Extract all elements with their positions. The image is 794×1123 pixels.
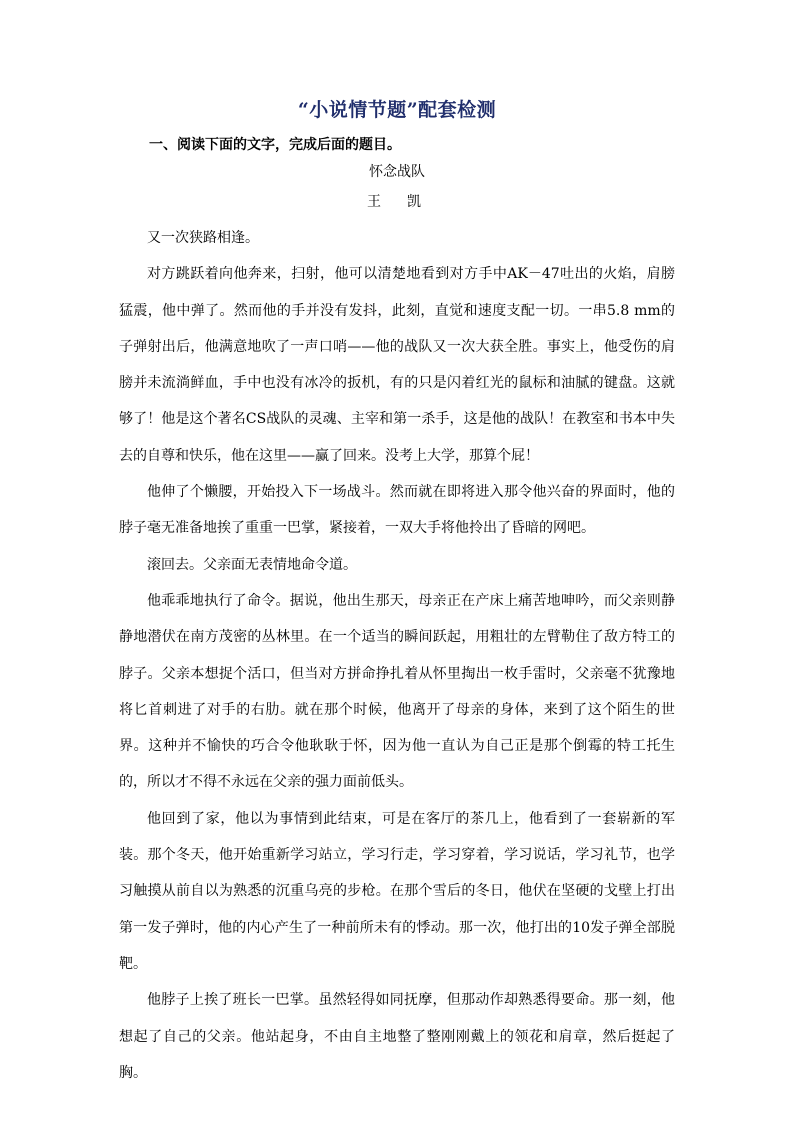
story-paragraph: 他脖子上挨了班长一巴掌。虽然轻得如同抚摩，但那动作却熟悉得要命。那一刻，他想起了自己的父亲。他站起身，不由自主地整了整刚刚戴上的领花和肩章，然后挺起了胸。 bbox=[119, 992, 675, 1081]
story-paragraph: 对方跳跃着向他奔来，扫射，他可以清楚地看到对方手中AK－47吐出的火焰，肩膀猛震，他中弹了。然而他的手并没有发抖，此刻，直觉和速度支配一切。一串5.8 mm的子弹射出后，他满意地吹了一声口哨——他的战队又一次大获全胜。事实上，他受伤的肩膀并未流淌鲜血，手中也没有冰冷的扳机，有的只是闪着红光的鼠标和油腻的键盘。这就够了！他是这个著名CS战队的灵魂、主宰和第一杀手，这是他的战队！在教室和书本中失去的自尊和快乐，他在这里——赢了回来。没考上大学，那算个屁！ bbox=[119, 266, 675, 464]
story-paragraph: 又一次狭路相逢。 bbox=[147, 230, 259, 246]
document-title: “小说情节题”配套检测 bbox=[297, 99, 497, 121]
story-paragraph: 他伸了个懒腰，开始投入下一场战斗。然而就在即将进入那令他兴奋的界面时，他的脖子毫无准备地挨了重重一巴掌，紧接着，一双大手将他拎出了昏暗的网吧。 bbox=[119, 484, 675, 537]
story-body bbox=[119, 220, 675, 1091]
story-author: 王 凯 bbox=[367, 194, 427, 210]
story-title: 怀念战队 bbox=[369, 164, 425, 180]
story-paragraph: 滚回去。父亲面无表情地命令道。 bbox=[147, 556, 357, 573]
story-paragraph: 他回到了家，他以为事情到此结束，可是在客厅的茶几上，他看到了一套崭新的军装。那个冬天，他开始重新学习站立，学习行走，学习穿着，学习说话，学习礼节，也学习触摸从前自以为熟悉的沉重乌亮的步枪。在那个雪后的冬日，他伏在坚硬的戈壁上打出第一发子弹时，他的内心产生了一种前所未有的悸动。那一次，他打出的10发子弹全部脱靶。 bbox=[119, 810, 675, 972]
story-paragraph: 他乖乖地执行了命令。据说，他出生那天，母亲正在产床上痛苦地呻吟，而父亲则静静地潜伏在南方茂密的丛林里。在一个适当的瞬间跃起，用粗壮的左臂勒住了敌方特工的脖子。父亲本想捉个活口，但当对方拼命挣扎着从怀里掏出一枚手雷时，父亲毫不犹豫地将匕首刺进了对手的右肋。就在那个时候，他离开了母亲的身体，来到了这个陌生的世界。这种并不愉快的巧合令他耿耿于怀，因为他一直认为自己正是那个倒霉的特工托生的，所以才不得不永远在父亲的强力面前低头。 bbox=[119, 592, 675, 791]
section-heading: 一、阅读下面的文字，完成后面的题目。 bbox=[149, 137, 401, 153]
